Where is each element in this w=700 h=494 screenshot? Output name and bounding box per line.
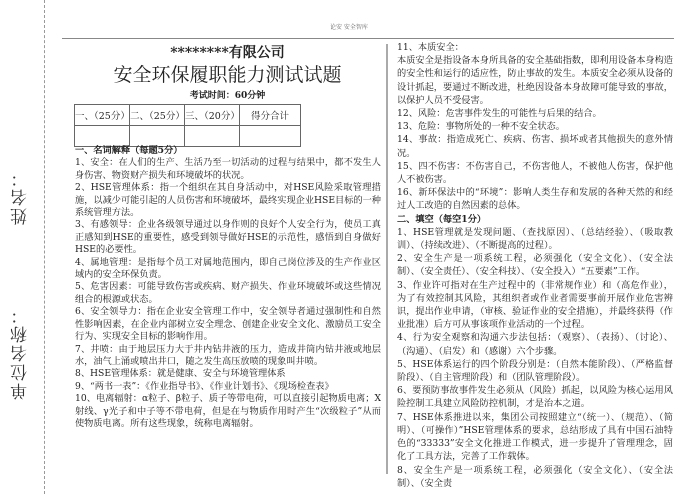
score-header: 得分合计 [240, 105, 301, 126]
list-item: 5、危害因素：可能导致伤害或疾病、财产损失、作业环境破坏或这些情况组合的根源或状态。 [75, 281, 381, 305]
company-name: ********有限公司 [170, 45, 285, 61]
list-item: 8、安全生产是一项系统工程，必须强化（安全文化）、（安全法制）、（安全责 [397, 464, 673, 489]
list-item: 4、行为安全观察和沟通六步法包括：（观察）、（表扬）、（讨论）、（沟通）、（启发）和（感谢）六个步骤。 [397, 332, 673, 357]
page-header: 论安 安全智库 [330, 24, 368, 31]
list-item: 7、井喷：由于地层压力大于井内钻井液的压力，造成井筒内钻井液或地层水，油气上涌或喷出井口，随之发生高压放喷的现象叫井喷。 [75, 343, 381, 367]
list-item: 9、“两书一表”：《作业指导书》、《作业计划书》、《现场检查表》 [75, 380, 334, 392]
list-item: 16、新环保法中的“环境”：影响人类生存和发展的各种天然的和经过人工改造的自然因素的总体。 [397, 187, 673, 212]
list-item: 12、风险：危害事件发生的可能性与后果的结合。 [397, 108, 602, 120]
list-item: 6、安全领导力：指在企业安全管理工作中，安全领导者通过强制性和自然性影响因素，在企业内部树立安全理念、创建企业安全文化、激励员工安全行为、实现安全目标的影响作用。 [75, 306, 381, 343]
name-label: 姓名： [11, 168, 31, 225]
section-heading: 二、填空（每空1分） [397, 213, 487, 225]
score-header: 二、（25分） [130, 105, 185, 126]
column-divider [386, 44, 388, 474]
list-item: 2、安全生产是一项系统工程，必须强化（安全文化）、（安全法制）、（安全责任）、（安全科技）、（安全投入）“五要素”工作。 [397, 253, 673, 278]
list-item: 1、安全：在人们的生产、生活乃至一切活动的过程与结果中，都不发生人身伤害、物资财产损失和环境破坏的状况。 [75, 157, 381, 181]
score-table [74, 104, 301, 147]
list-item: 15、四不伤害：不伤害自己，不伤害他人，不被他人伤害，保护他人不被伤害。 [397, 160, 673, 186]
header-divider [62, 38, 674, 39]
list-item: 2、HSE管理体系：指一个组织在其自身活动中，对HSE风险采取管理措施，以减少可能引起的人员伤害和环境破坏，最终实现企业HSE目标的一种系统管理方法。 [75, 182, 381, 219]
binding-margin-line [44, 0, 46, 494]
unit-name-label: 单位名称： [11, 305, 31, 400]
score-header: 一、（25分） [75, 105, 130, 126]
list-item: 3、有感领导：企业各级领导通过以身作则的良好个人安全行为，使员工真正感知到HSE的重要性，感受到领导做好HSE的示范性，感悟到自身做好HSE的必要性。 [75, 219, 381, 256]
list-item: 6、要预防事故事件发生必须从（风险）抓起，以风险为核心运用风险控制工具建立风险防控机制，才是治本之道。 [397, 385, 673, 410]
section-heading: 一、名词解释（每题5分） [75, 145, 183, 156]
score-cell[interactable] [240, 126, 301, 147]
list-item: 本质安全是指设备本身所具备的安全基础指数，即利用设备本身构造的安全性和运行的适应性，防止事故的发生。本质安全必须从设备的设计抓起，要通过不断改进，杜绝因设备本身故障可能导致的事故，以保护人员不受侵害。 [397, 55, 673, 106]
list-item: 14、事故：指造成死亡、疾病、伤害、损坏或者其他损失的意外情况。 [397, 134, 673, 159]
exam-time: 考试时间：60分钟 [189, 91, 266, 101]
score-cell[interactable] [185, 126, 240, 147]
score-header: 三、（20分） [185, 105, 240, 126]
score-cell[interactable] [130, 126, 185, 147]
list-item: 10、电离辐射：α粒子、β粒子、质子等带电荷，可以直接引起物质电离；X射线、γ光子和中子等不带电荷，但是在与物质作用时产生“次级粒子”从而使物质电离。所有这些现象，统称电离辐射。 [75, 393, 381, 429]
list-item: 13、危险：事物所处的一种不安全状态。 [397, 121, 565, 133]
right-column [397, 41, 673, 490]
list-item: 7、HSE体系推进以来，集团公司按照建立“（统一）、（规范）、（简明）、（可操作）”HSE管理体系的要求，总结形成了具有中国石油特色的“33333”安全文化推进工作模式，进一步提升了管理理念，固化了工具方法，完善了工作载体。 [397, 411, 673, 463]
list-item: 5、HSE体系运行的四个阶段分别是：（自然本能阶段）、（严格监督阶段）、（自主管理阶段）和（团队管理阶段）。 [397, 358, 673, 384]
page-title: 安全环保履职能力测试试题 [113, 64, 342, 86]
list-item: 11、本质安全： [397, 42, 464, 53]
list-item: 3、作业许可指对在生产过程中的（非常规作业）和（高危作业），为了有效控制其风险，其组织者或作业者需要事前开展作业危害辨识，提出作业申请，（审核、验证作业的安全措施），并最终获得（作业批准）后方可从事该项作业活动的一个过程。 [397, 279, 673, 331]
list-item: 4、属地管理：是指每个员工对属地范围内，即自己岗位涉及的生产作业区域内的安全环保负责。 [75, 256, 381, 281]
score-cell[interactable] [75, 126, 130, 147]
list-item: 8、HSE管理体系：就是健康、安全与环境管理体系 [75, 368, 286, 380]
list-item: 1、HSE管理就是发现问题、（查找原因）、（总结经验）、（吸取教训）、（持续改进）、（不断提高的过程）。 [397, 226, 673, 252]
left-column [75, 145, 381, 430]
